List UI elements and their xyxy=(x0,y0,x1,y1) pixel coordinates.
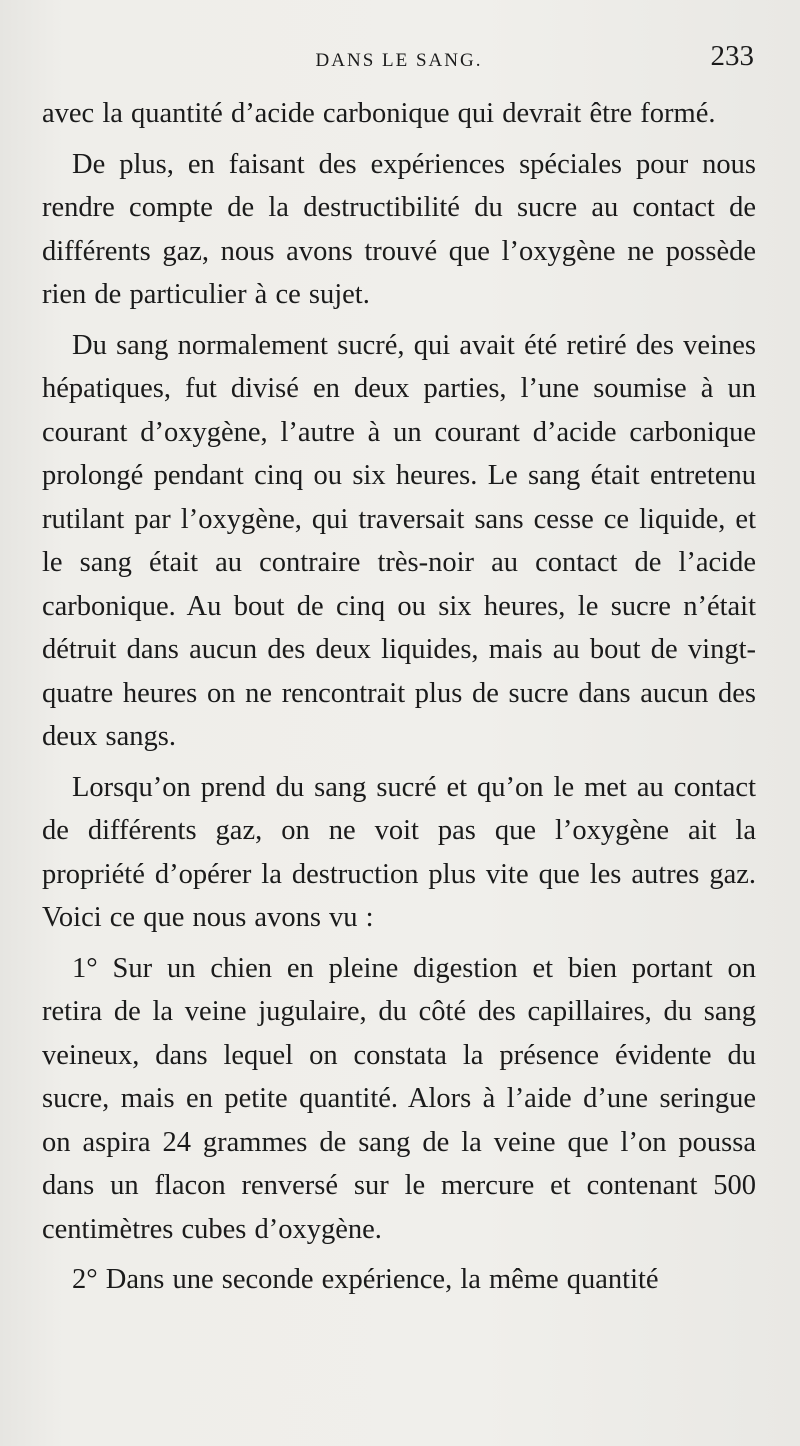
running-head: DANS LE SANG. xyxy=(315,50,483,71)
paragraph: Du sang normalement sucré, qui avait été retiré des veines hépatiques, fut divisé en deux parties, l’une soumise à un courant d’oxygène, l’autre à un courant d’acide carbonique prolongé pendant cinq ou six heures. Le sang était entretenu rutilant par l’oxygène, qui traversait sans cesse ce liquide, et le sang était au contraire très-noir au contact de l’acide carbonique. Au bout de cinq ou six heures, le sucre n’était détruit dans aucun des deux liquides, mais au bout de vingt-quatre heures on ne rencontrait plus de sucre dans aucun des deux sangs. xyxy=(42,329,756,752)
paragraph: 1° Sur un chien en pleine digestion et bien portant on retira de la veine jugulaire, du côté des capillaires, du sang veineux, dans lequel on constata la présence évidente du sucre, mais en petite quantité. Alors à l’aide d’une seringue on aspira 24 grammes de sang de la veine que l’on poussa dans un flacon renversé sur le mercure et contenant 500 centimètres cubes d’oxygène. xyxy=(42,952,756,1245)
body-text xyxy=(42,92,756,1309)
page-header xyxy=(42,40,756,80)
paragraph-continuation: avec la quantité d’acide carbonique qui devrait être formé. xyxy=(42,98,716,129)
paragraph: Lorsqu’on prend du sang sucré et qu’on le met au contact de différents gaz, on ne voit pas que l’oxygène ait la propriété d’opérer la destruction plus vite que les autres gaz. Voici ce que nous avons vu : xyxy=(42,771,756,933)
paragraph: De plus, en faisant des expériences spéciales pour nous rendre compte de la destructibilité du sucre au contact de différents gaz, nous avons trouvé que l’oxygène ne possède rien de particulier à ce sujet. xyxy=(42,148,756,310)
paragraph: 2° Dans une seconde expérience, la même quantité xyxy=(72,1264,659,1295)
page-number: 233 xyxy=(710,40,754,72)
